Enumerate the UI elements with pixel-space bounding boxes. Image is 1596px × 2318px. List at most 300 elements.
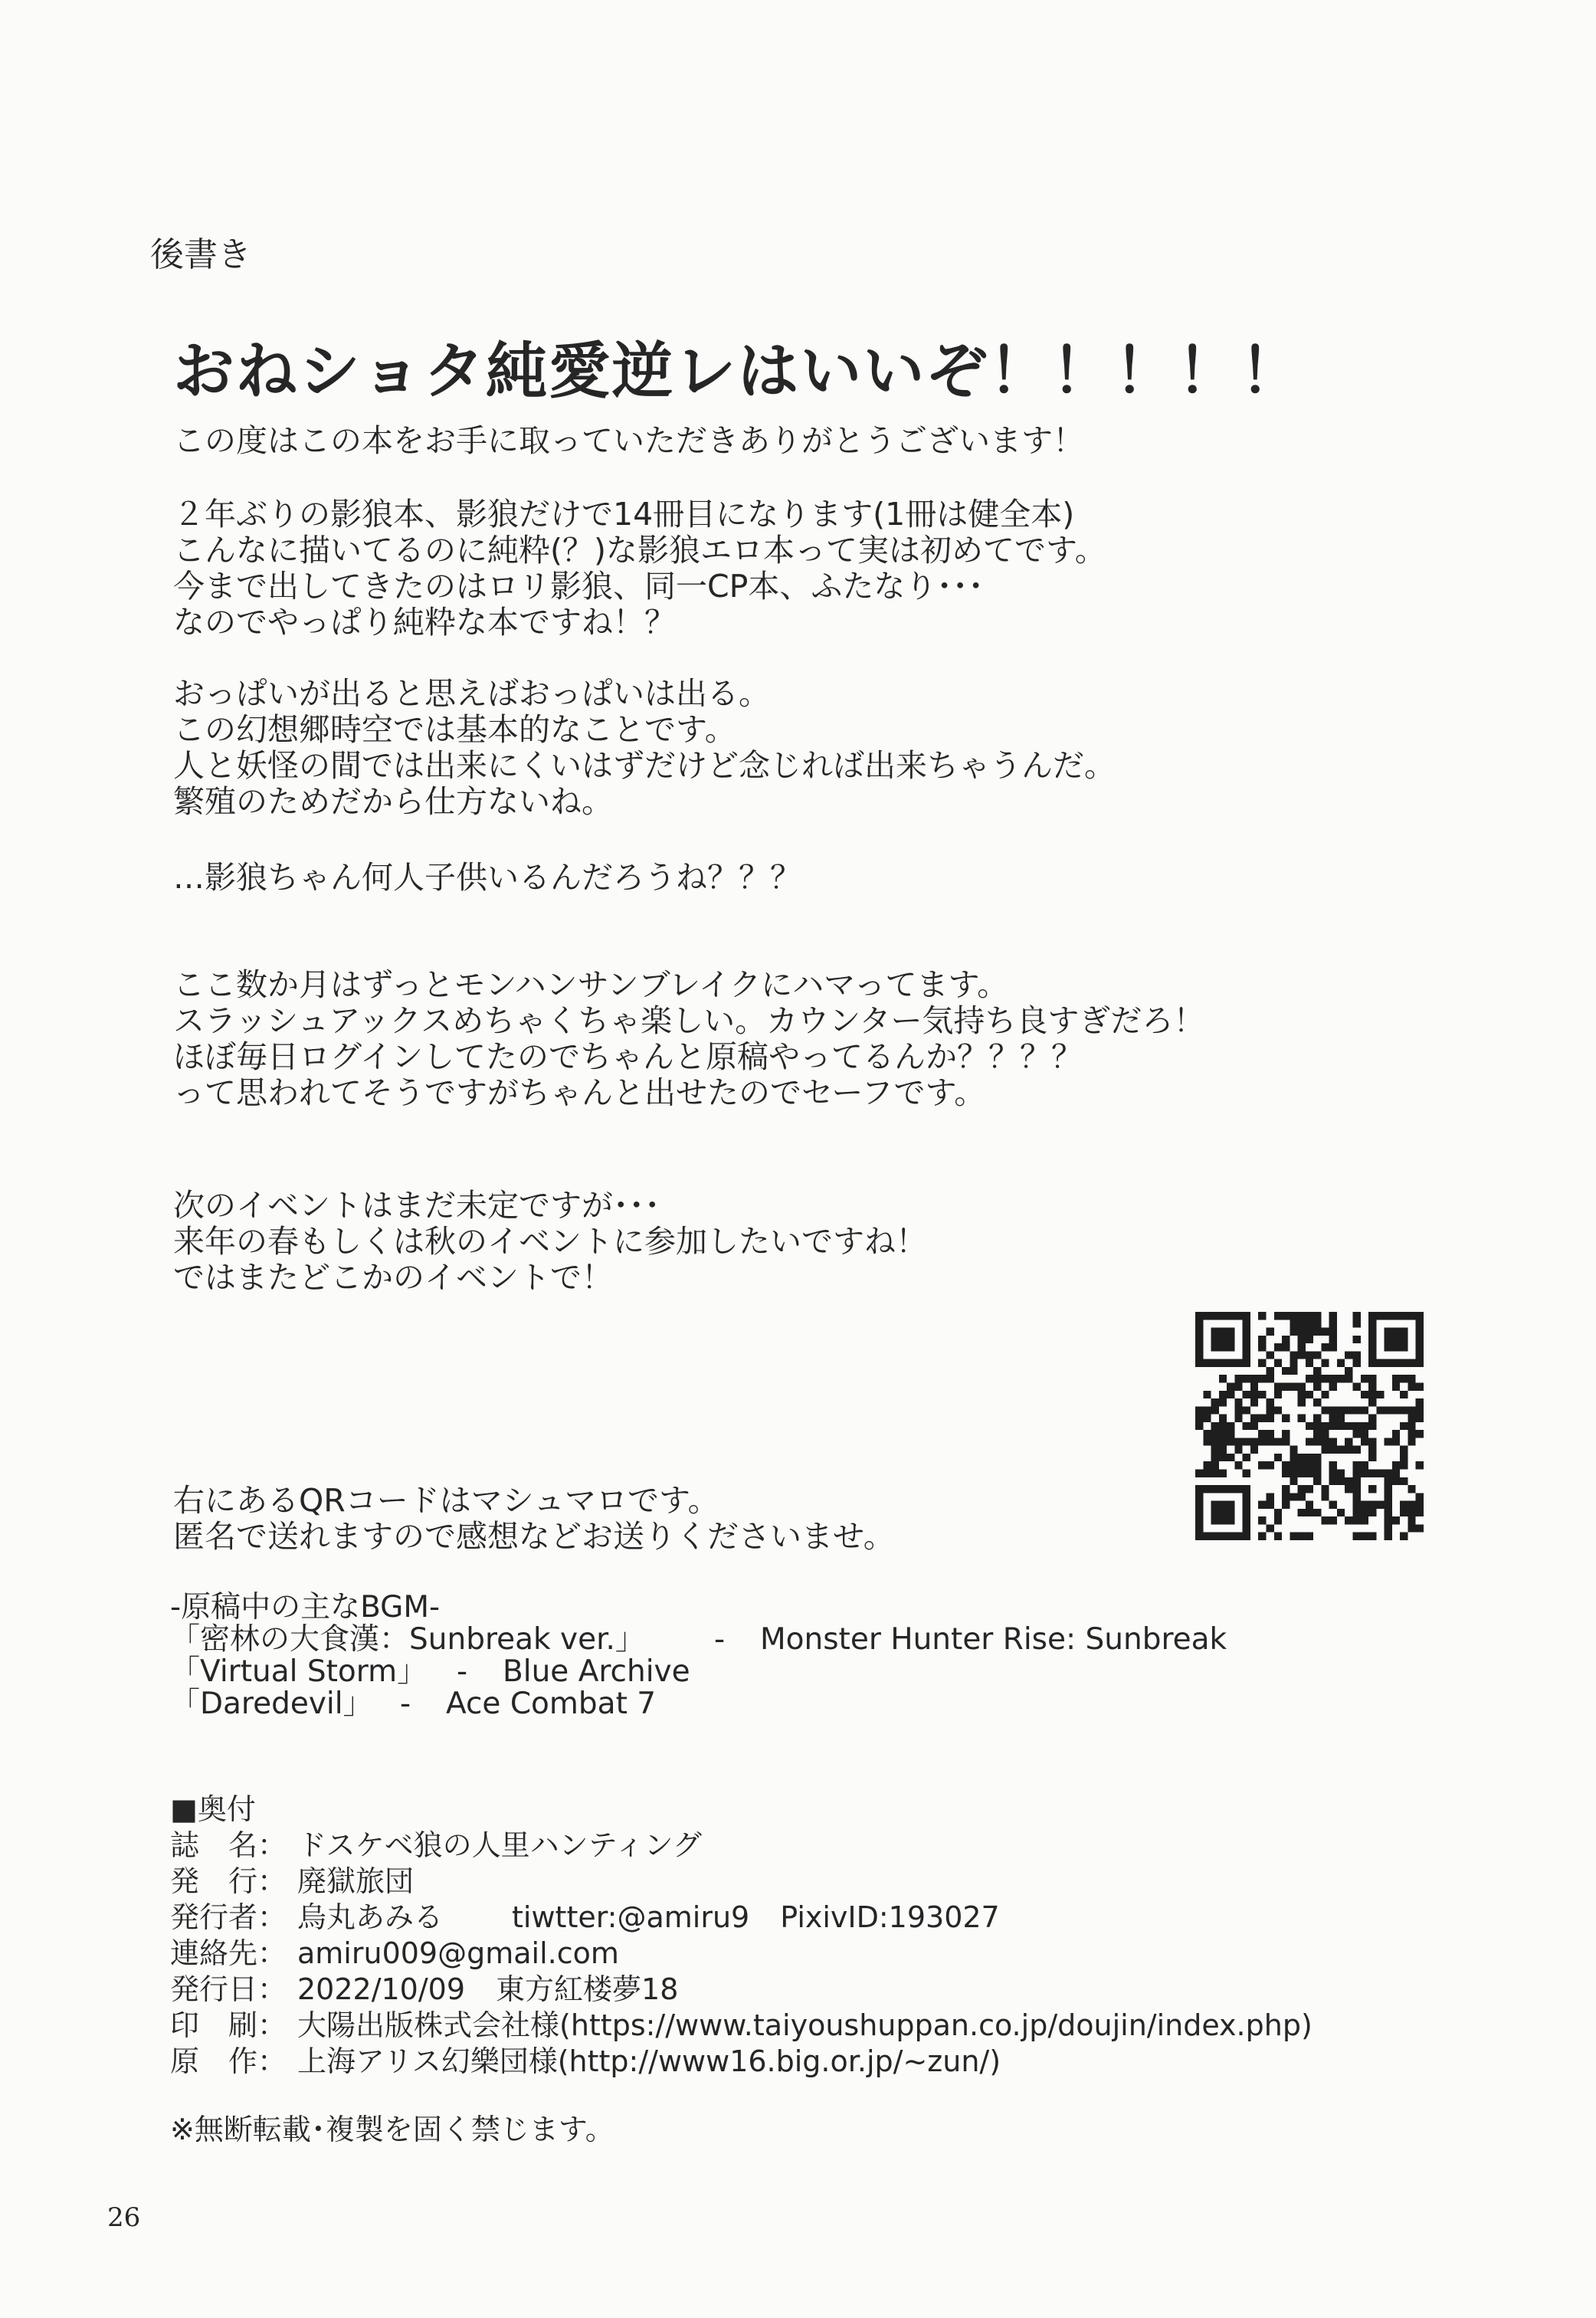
qr-module: [1298, 1470, 1306, 1477]
qr-module: [1306, 1533, 1313, 1540]
qr-module: [1385, 1516, 1392, 1524]
qr-module: [1203, 1470, 1211, 1477]
colophon-row: [170, 2044, 1313, 2080]
qr-module: [1400, 1461, 1408, 1469]
qr-module: [1282, 1461, 1290, 1469]
qr-module: [1416, 1415, 1424, 1422]
colophon-row: [170, 1972, 1313, 2008]
qr-module: [1353, 1422, 1361, 1430]
qr-module: [1282, 1470, 1290, 1477]
qr-module: [1313, 1312, 1321, 1320]
text-line: この幻想郷時空では基本的なことです。: [173, 711, 736, 748]
qr-module: [1353, 1533, 1361, 1540]
qr-module: [1392, 1470, 1400, 1477]
qr-module: [1337, 1470, 1345, 1477]
qr-module: [1250, 1422, 1258, 1430]
qr-module: [1203, 1461, 1211, 1469]
text-line: スラッシュアックスめちゃくちゃ楽しい。カウンター気持ち良すぎだろ！: [173, 1002, 1205, 1039]
qr-module: [1353, 1382, 1361, 1390]
qr-module: [1337, 1509, 1345, 1516]
qr-module: [1290, 1359, 1297, 1367]
contact-email[interactable]: amiru009@gmail.com: [297, 1936, 619, 1970]
qr-module: [1274, 1533, 1282, 1540]
bgm-dash: -: [457, 1654, 468, 1689]
qr-module: [1250, 1438, 1258, 1445]
qr-module: [1282, 1367, 1290, 1375]
qr-module: [1298, 1493, 1306, 1500]
qr-module: [1329, 1516, 1337, 1524]
colophon-label: 誌 名：: [170, 1828, 287, 1862]
text-line: 繁殖のためだから仕方ないね。: [173, 783, 613, 820]
qr-module: [1416, 1501, 1424, 1509]
qr-module: [1408, 1375, 1415, 1382]
qr-module: [1368, 1533, 1376, 1540]
qr-module: [1385, 1524, 1392, 1532]
qr-module: [1250, 1446, 1258, 1454]
qr-module: [1266, 1493, 1273, 1500]
qr-module: [1290, 1351, 1297, 1359]
qr-module: [1195, 1422, 1203, 1430]
colophon-value: 烏丸あみる: [297, 1900, 444, 1934]
bgm-track: [170, 1656, 1227, 1688]
page-number: 26: [107, 2202, 141, 2233]
qr-module: [1400, 1446, 1408, 1454]
qr-module: [1416, 1406, 1424, 1414]
text-line: ではまたどこかのイベントで！: [173, 1259, 613, 1296]
qr-module: [1274, 1438, 1282, 1445]
pixiv-id[interactable]: PixivID:193027: [780, 1900, 1000, 1934]
qr-module: [1219, 1470, 1227, 1477]
qr-module: [1329, 1461, 1337, 1469]
bgm-song: 「密林の大食漢：Sunbreak ver.」: [170, 1622, 645, 1657]
text-line: ２年ぶりの影狼本、影狼だけで14冊目になります(1冊は健全本): [173, 496, 1075, 533]
qr-module: [1243, 1470, 1250, 1477]
qr-module: [1408, 1485, 1415, 1493]
qr-module: [1353, 1461, 1361, 1469]
colophon-label: 連絡先：: [170, 1936, 287, 1970]
qr-module: [1321, 1438, 1329, 1445]
qr-module: [1329, 1343, 1337, 1351]
qr-module: [1282, 1501, 1290, 1509]
qr-module: [1290, 1382, 1297, 1390]
text-line: 人と妖怪の間では出来にくいはずだけど念じれば出来ちゃうんだ。: [173, 747, 1116, 784]
qr-module: [1266, 1367, 1273, 1375]
qr-module: [1258, 1533, 1266, 1540]
qr-module: [1313, 1328, 1321, 1336]
qr-module: [1321, 1406, 1329, 1414]
text-line: なのでやっぱり純粋な本ですね！？: [173, 604, 676, 641]
qr-module: [1306, 1470, 1313, 1477]
qr-module: [1392, 1375, 1400, 1382]
qr-module: [1258, 1375, 1266, 1382]
qr-module: [1219, 1430, 1227, 1438]
qr-module: [1345, 1375, 1352, 1382]
qr-module: [1306, 1312, 1313, 1320]
qr-module: [1306, 1328, 1313, 1336]
qr-module: [1392, 1406, 1400, 1414]
qr-module: [1392, 1461, 1400, 1469]
qr-module: [1258, 1312, 1266, 1320]
qr-module: [1329, 1320, 1337, 1327]
text-line: ほぼ毎日ログインしてたのでちゃんと原稿やってるんか？？？？: [173, 1038, 1083, 1075]
qr-module: [1250, 1398, 1258, 1406]
qr-module: [1408, 1415, 1415, 1422]
qr-module: [1290, 1312, 1297, 1320]
twitter-handle[interactable]: tiwtter:@amiru9: [512, 1900, 750, 1934]
qr-module: [1329, 1446, 1337, 1454]
qr-module: [1298, 1336, 1306, 1343]
qr-module: [1361, 1509, 1368, 1516]
qr-module: [1329, 1438, 1337, 1445]
paragraph-book-info: [173, 497, 1106, 641]
qr-module: [1416, 1461, 1424, 1469]
qr-module: [1313, 1454, 1321, 1461]
qr-module: [1219, 1398, 1227, 1406]
qr-module: [1203, 1406, 1211, 1414]
qr-module: [1274, 1343, 1282, 1351]
qr-module: [1337, 1446, 1345, 1454]
event-name: 東方紅楼夢18: [496, 1972, 679, 2006]
qr-module: [1211, 1461, 1219, 1469]
text-line: …影狼ちゃん何人子供いるんだろうね？？？: [173, 859, 801, 896]
qr-module: [1361, 1533, 1368, 1540]
qr-module: [1234, 1446, 1242, 1454]
qr-module: [1353, 1359, 1361, 1367]
qr-module: [1298, 1509, 1306, 1516]
qr-module: [1400, 1406, 1408, 1414]
qr-module: [1416, 1398, 1424, 1406]
qr-module: [1290, 1367, 1297, 1375]
qr-module: [1306, 1375, 1313, 1382]
text-line: って思われてそうですがちゃんと出せたのでセーフです。: [173, 1074, 986, 1111]
qr-module: [1290, 1493, 1297, 1500]
qr-module: [1416, 1430, 1424, 1438]
colophon: [170, 1792, 1313, 2080]
qr-module: [1234, 1382, 1242, 1390]
qr-module: [1329, 1501, 1337, 1509]
text-line: 匿名で送れますので感想などお送りくださいませ。: [173, 1518, 895, 1555]
text-line: おっぱいが出ると思えばおっぱいは出る。: [173, 675, 770, 712]
text-line: ここ数か月はずっとモンハンサンブレイクにハマってます。: [173, 966, 1009, 1003]
qr-module: [1298, 1320, 1306, 1327]
qr-module: [1258, 1415, 1266, 1422]
qr-module: [1313, 1509, 1321, 1516]
qr-module: [1258, 1501, 1266, 1509]
paragraph-setting: [173, 676, 1116, 820]
qr-module: [1313, 1382, 1321, 1390]
qr-module: [1353, 1336, 1361, 1343]
qr-module: [1321, 1359, 1329, 1367]
qr-module: [1400, 1501, 1408, 1509]
qr-module: [1298, 1398, 1306, 1406]
qr-module: [1313, 1422, 1321, 1430]
text-line: こんなに描いてるのに純粋(？)な影狼エロ本って実は初めてです。: [173, 532, 1106, 569]
colophon-value: ドスケベ狼の人里ハンティング: [297, 1828, 702, 1862]
qr-module: [1234, 1438, 1242, 1445]
qr-module: [1258, 1391, 1266, 1398]
qr-module: [1408, 1406, 1415, 1414]
colophon-label: 印 刷：: [170, 2008, 287, 2042]
qr-module: [1400, 1375, 1408, 1382]
qr-module: [1313, 1320, 1321, 1327]
qr-module: [1368, 1509, 1376, 1516]
paragraph-question: [173, 860, 801, 896]
qr-module: [1408, 1524, 1415, 1532]
qr-module: [1329, 1382, 1337, 1390]
qr-module: [1306, 1320, 1313, 1327]
qr-module: [1306, 1438, 1313, 1445]
qr-module: [1368, 1454, 1376, 1461]
qr-module: [1306, 1351, 1313, 1359]
colophon-label: 発行日：: [170, 1972, 287, 2006]
qr-module: [1274, 1312, 1282, 1320]
qr-module: [1368, 1446, 1376, 1454]
qr-module: [1282, 1336, 1290, 1343]
qr-module: [1408, 1509, 1415, 1516]
qr-module: [1219, 1375, 1227, 1382]
qr-module: [1298, 1328, 1306, 1336]
bgm-track: [170, 1688, 1227, 1720]
colophon-label: 発 行：: [170, 1864, 287, 1898]
qr-module: [1361, 1461, 1368, 1469]
qr-module: [1282, 1438, 1290, 1445]
qr-module: [1345, 1422, 1352, 1430]
qr-module: [1274, 1406, 1282, 1414]
qr-module: [1329, 1328, 1337, 1336]
qr-module: [1361, 1438, 1368, 1445]
qr-module: [1313, 1415, 1321, 1422]
qr-module: [1321, 1391, 1329, 1398]
qr-module: [1385, 1509, 1392, 1516]
qr-module: [1329, 1422, 1337, 1430]
qr-module: [1345, 1485, 1352, 1493]
qr-module: [1227, 1430, 1234, 1438]
qr-module: [1266, 1461, 1273, 1469]
bgm-dash: -: [714, 1622, 726, 1657]
qr-module: [1361, 1391, 1368, 1398]
qr-module: [1337, 1359, 1345, 1367]
qr-module: [1298, 1415, 1306, 1422]
qr-module: [1400, 1477, 1408, 1485]
qr-module: [1266, 1415, 1273, 1422]
qr-module: [1321, 1493, 1329, 1500]
qr-module: [1353, 1320, 1361, 1327]
bgm-dash: -: [400, 1687, 411, 1721]
paragraph-monhun: [173, 967, 1204, 1111]
qr-module: [1337, 1375, 1345, 1382]
qr-module: [1282, 1493, 1290, 1500]
qr-module: [1290, 1328, 1297, 1336]
qr-module: [1400, 1422, 1408, 1430]
qr-module: [1329, 1312, 1337, 1320]
qr-module: [1361, 1422, 1368, 1430]
bgm-list: [170, 1592, 1227, 1720]
qr-module: [1400, 1533, 1408, 1540]
qr-module: [1353, 1446, 1361, 1454]
qr-module: [1211, 1470, 1219, 1477]
colophon-row: [170, 2008, 1313, 2044]
qr-module: [1361, 1430, 1368, 1438]
qr-module: [1274, 1516, 1282, 1524]
qr-module: [1361, 1406, 1368, 1414]
qr-module: [1353, 1351, 1361, 1359]
qr-module: [1266, 1430, 1273, 1438]
qr-module: [1258, 1430, 1266, 1438]
qr-module: [1337, 1477, 1345, 1485]
qr-module: [1353, 1312, 1361, 1320]
qr-module: [1313, 1375, 1321, 1382]
qr-module: [1368, 1438, 1376, 1445]
bgm-song: 「Daredevil」: [170, 1687, 373, 1721]
colophon-row: [170, 1900, 1313, 1936]
qr-module: [1306, 1391, 1313, 1398]
qr-module: [1408, 1430, 1415, 1438]
qr-module: [1266, 1351, 1273, 1359]
qr-module: [1408, 1501, 1415, 1509]
qr-module: [1227, 1422, 1234, 1430]
qr-module: [1250, 1415, 1258, 1422]
qr-module: [1329, 1470, 1337, 1477]
qr-module: [1290, 1454, 1297, 1461]
qr-module: [1306, 1336, 1313, 1343]
qr-module: [1266, 1438, 1273, 1445]
bgm-source: Ace Combat 7: [446, 1687, 657, 1721]
qr-module: [1306, 1509, 1313, 1516]
qr-module: [1290, 1533, 1297, 1540]
qr-module: [1290, 1446, 1297, 1454]
qr-module: [1368, 1375, 1376, 1382]
qr-module: [1337, 1415, 1345, 1422]
qr-module: [1385, 1438, 1392, 1445]
qr-module: [1258, 1336, 1266, 1343]
headline: おねショタ純愛逆レはいいぞ！！！！！: [173, 336, 1303, 407]
qr-module: [1313, 1477, 1321, 1485]
qr-module: [1243, 1454, 1250, 1461]
qr-module: [1250, 1382, 1258, 1390]
qr-module: [1368, 1422, 1376, 1430]
qr-module: [1203, 1415, 1211, 1422]
qr-module: [1337, 1406, 1345, 1414]
qr-module: [1345, 1406, 1352, 1414]
qr-module: [1211, 1406, 1219, 1414]
qr-module: [1368, 1382, 1376, 1390]
qr-code-icon[interactable]: [1195, 1312, 1424, 1540]
qr-module: [1282, 1312, 1290, 1320]
bgm-source: Blue Archive: [503, 1654, 690, 1689]
bgm-source: Monster Hunter Rise: Sunbreak: [760, 1622, 1227, 1657]
qr-module: [1321, 1516, 1329, 1524]
colophon-value: 2022/10/09: [297, 1972, 466, 2006]
qr-module: [1258, 1461, 1266, 1469]
qr-module: [1306, 1501, 1313, 1509]
qr-module: [1274, 1391, 1282, 1398]
qr-module: [1203, 1391, 1211, 1398]
qr-module: [1345, 1477, 1352, 1485]
qr-module: [1306, 1359, 1313, 1367]
qr-module: [1298, 1454, 1306, 1461]
text-line: 来年の春もしくは秋のイベントに参加したいですね！: [173, 1223, 927, 1260]
qr-module: [1258, 1359, 1266, 1367]
section-heading: 後書き: [150, 235, 251, 274]
qr-module: [1400, 1391, 1408, 1398]
qr-module: [1290, 1320, 1297, 1327]
qr-module: [1258, 1343, 1266, 1351]
qr-module: [1408, 1516, 1415, 1524]
qr-module: [1353, 1509, 1361, 1516]
qr-module: [1211, 1438, 1219, 1445]
colophon-title: ■奥付: [170, 1792, 256, 1826]
qr-module: [1392, 1430, 1400, 1438]
qr-module: [1195, 1470, 1203, 1477]
qr-module: [1243, 1391, 1250, 1398]
qr-module: [1298, 1533, 1306, 1540]
qr-module: [1321, 1446, 1329, 1454]
qr-module: [1258, 1516, 1266, 1524]
qr-module: [1376, 1406, 1384, 1414]
qr-module: [1416, 1509, 1424, 1516]
qr-module: [1266, 1328, 1273, 1336]
qr-module: [1321, 1422, 1329, 1430]
copyright-notice: ※無断転載･複製を固く禁じます。: [170, 2113, 614, 2146]
qr-module: [1306, 1485, 1313, 1493]
qr-module: [1227, 1382, 1234, 1390]
colophon-label: 発行者：: [170, 1900, 287, 1934]
qr-module: [1329, 1415, 1337, 1422]
qr-module: [1290, 1477, 1297, 1485]
qr-module: [1234, 1461, 1242, 1469]
qr-module: [1337, 1422, 1345, 1430]
qr-module: [1313, 1367, 1321, 1375]
qr-module: [1227, 1438, 1234, 1445]
qr-module: [1408, 1422, 1415, 1430]
qr-module: [1219, 1438, 1227, 1445]
printer-link[interactable]: 大陽出版株式会社様(https://www.taiyoushuppan.co.jp/doujin/index.php): [297, 2008, 1313, 2042]
qr-module: [1416, 1524, 1424, 1532]
qr-module: [1361, 1375, 1368, 1382]
qr-module: [1408, 1382, 1415, 1390]
text-line: 今まで出してきたのはロリ影狼、同一CP本、ふたなり･･･: [173, 568, 984, 605]
qr-module: [1227, 1391, 1234, 1398]
qr-module: [1274, 1509, 1282, 1516]
qr-module: [1368, 1398, 1376, 1406]
qr-module: [1313, 1430, 1321, 1438]
qr-module: [1227, 1454, 1234, 1461]
qr-module: [1211, 1454, 1219, 1461]
qr-module: [1274, 1359, 1282, 1367]
qr-module: [1274, 1454, 1282, 1461]
qr-module: [1385, 1533, 1392, 1540]
original-work-link[interactable]: 上海アリス幻樂団様(http://www16.big.or.jp/~zun/): [297, 2044, 1001, 2078]
qr-module: [1306, 1461, 1313, 1469]
qr-module: [1234, 1406, 1242, 1414]
qr-module: [1353, 1516, 1361, 1524]
qr-module: [1400, 1509, 1408, 1516]
bgm-song: 「Virtual Storm」: [170, 1654, 428, 1689]
qr-module: [1219, 1391, 1227, 1398]
qr-module: [1243, 1438, 1250, 1445]
qr-module: [1250, 1375, 1258, 1382]
qr-module: [1416, 1382, 1424, 1390]
qr-module: [1243, 1375, 1250, 1382]
qr-module: [1313, 1398, 1321, 1406]
qr-module: [1313, 1438, 1321, 1445]
qr-module: [1234, 1398, 1242, 1406]
qr-module: [1345, 1367, 1352, 1375]
qr-module: [1392, 1382, 1400, 1390]
qr-module: [1368, 1391, 1376, 1398]
qr-module: [1250, 1391, 1258, 1398]
qr-module: [1219, 1446, 1227, 1454]
